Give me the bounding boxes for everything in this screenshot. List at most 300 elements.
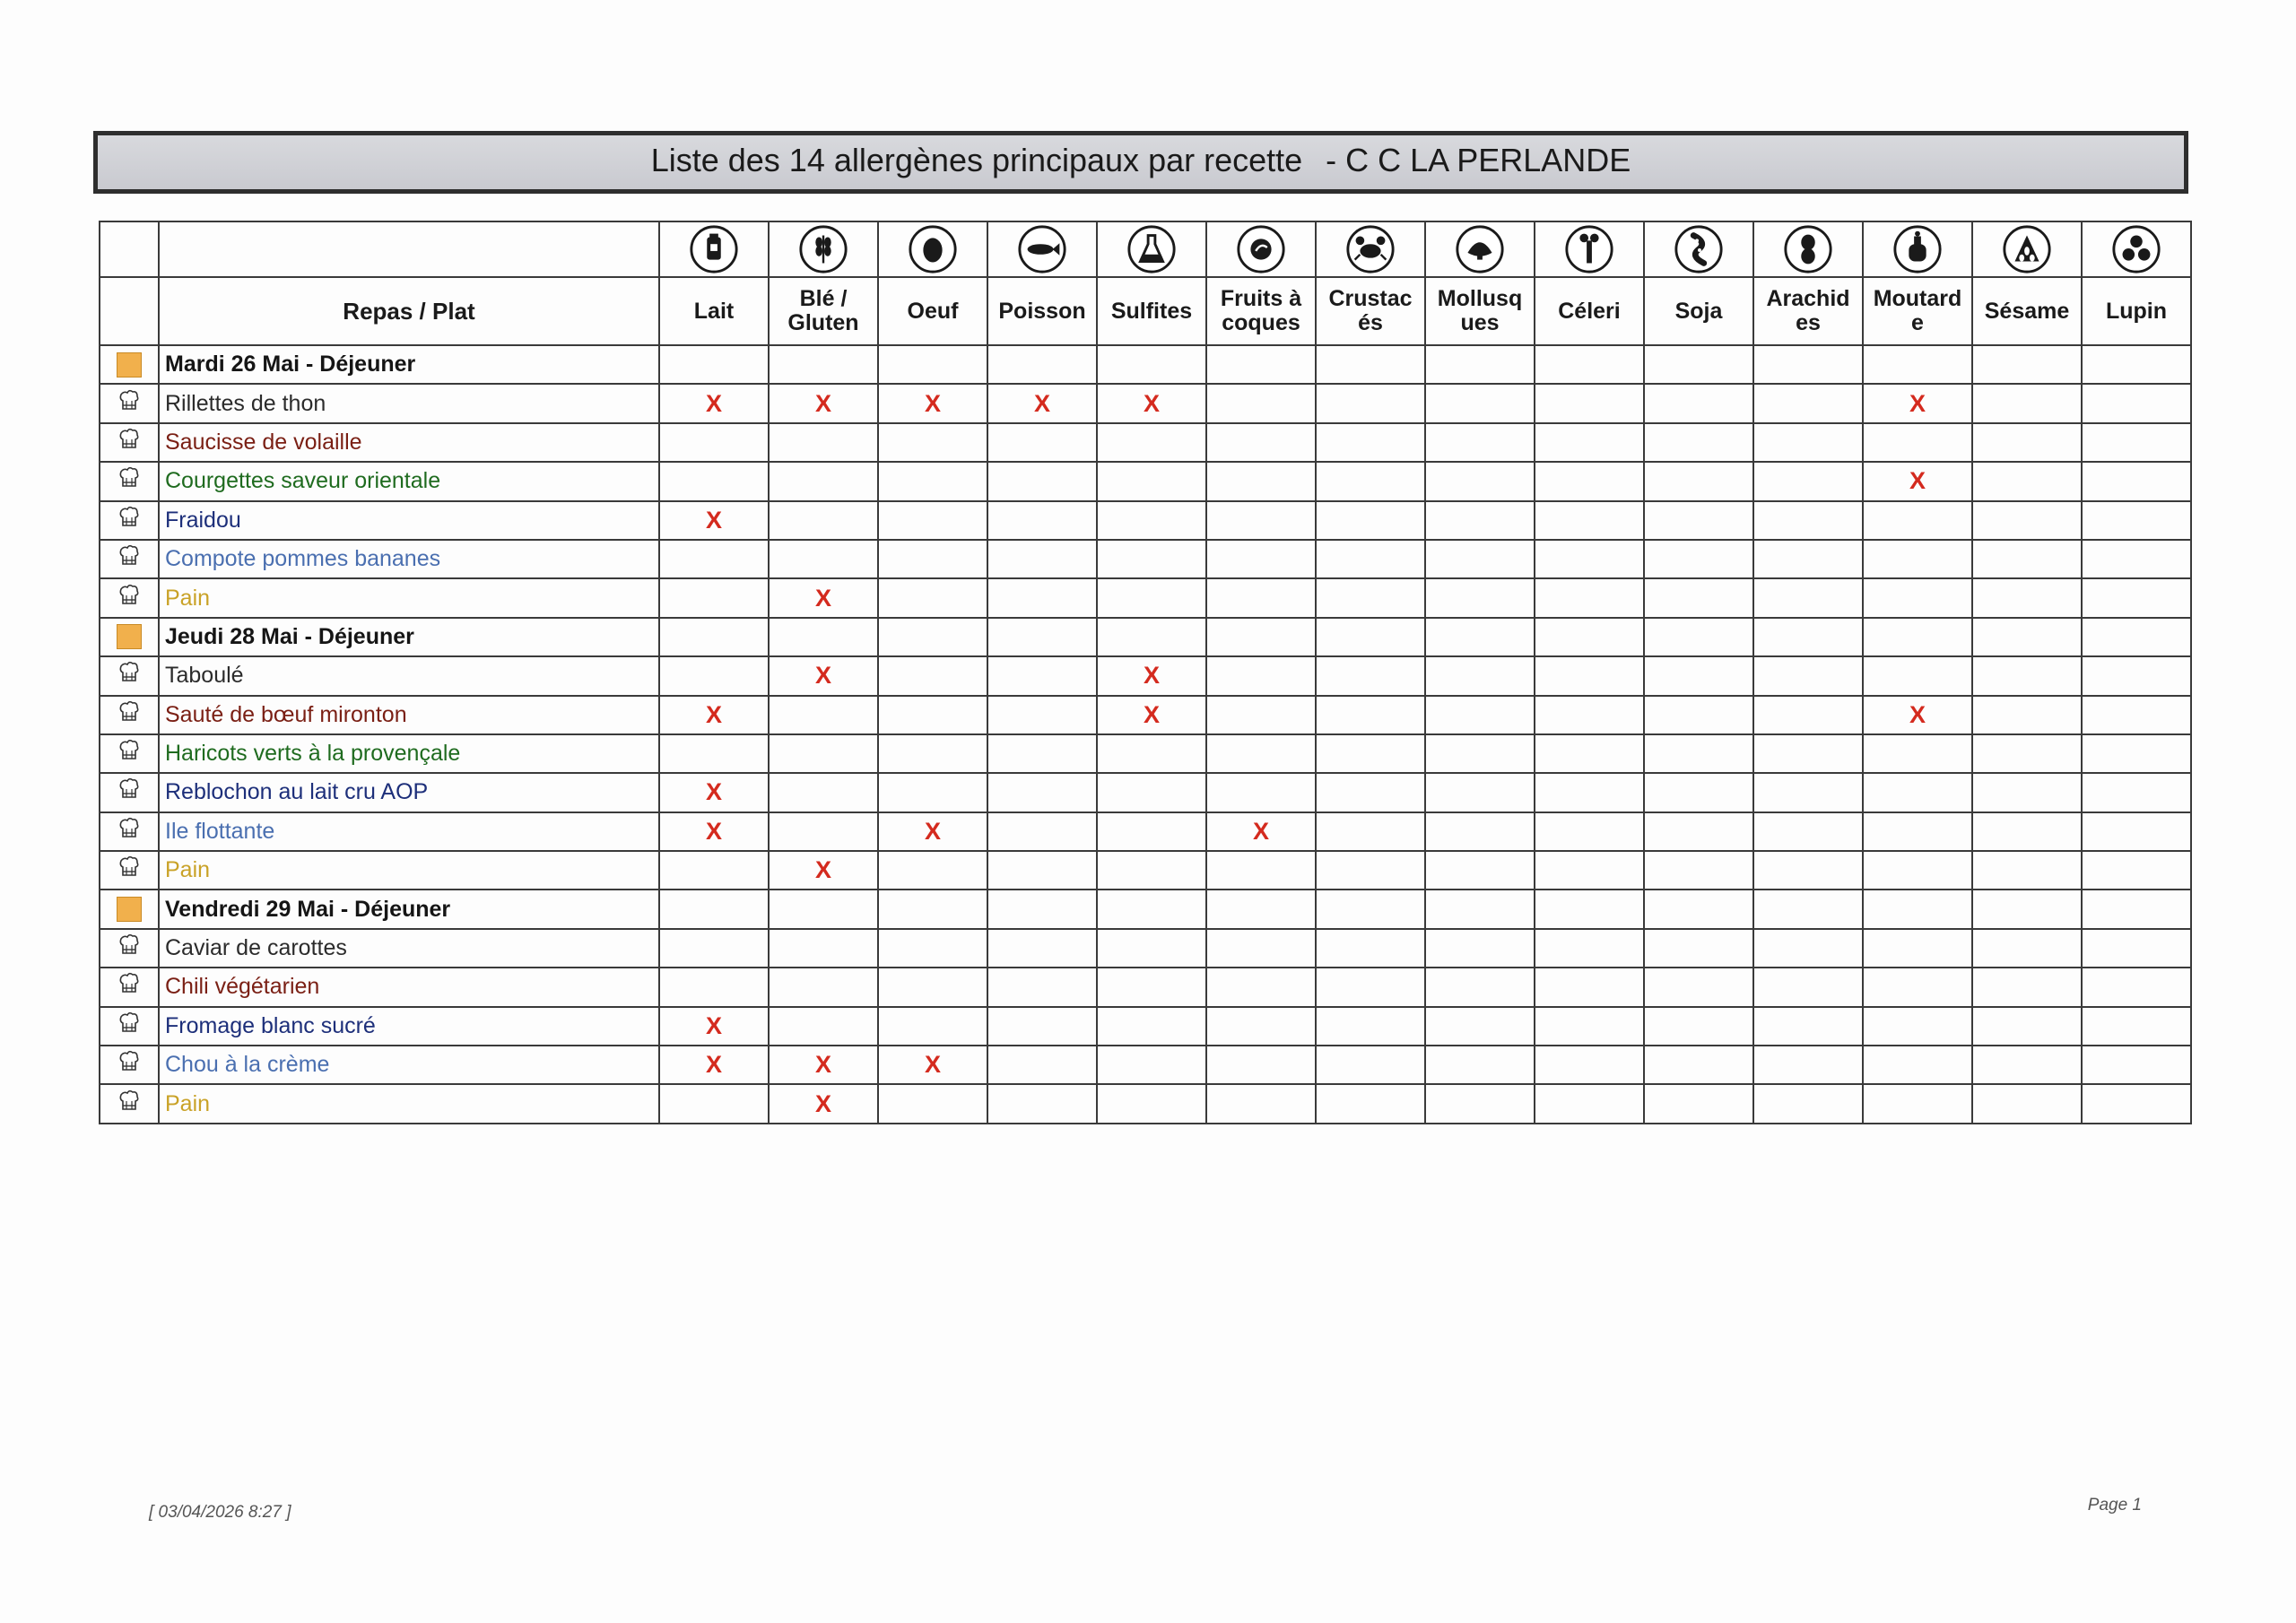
allergen-cell (878, 968, 987, 1006)
allergen-cell (1753, 696, 1863, 734)
allergen-cell (878, 890, 987, 928)
day-marker-icon (117, 897, 142, 922)
allergen-cell (1535, 890, 1644, 928)
allergen-mark: X (924, 1051, 941, 1079)
allergen-cell (1644, 540, 1753, 578)
allergen-cell (2082, 734, 2191, 773)
allergen-cell (1863, 578, 1972, 617)
allergen-cell (1863, 696, 1972, 734)
allergen-cell (659, 501, 769, 540)
allergen-mark: X (705, 1011, 722, 1039)
allergen-cell (659, 345, 769, 384)
wheat-icon (797, 223, 849, 275)
allergen-cell (1972, 929, 2082, 968)
allergen-cell (769, 384, 878, 422)
allergen-icon-cell (1753, 221, 1863, 277)
allergen-cell (1753, 578, 1863, 617)
allergen-cell (987, 540, 1097, 578)
allergen-cell (1535, 812, 1644, 851)
allergen-mark: X (1143, 700, 1160, 728)
allergen-cell (1644, 345, 1753, 384)
allergen-cell (1535, 578, 1644, 617)
dish-name: Chou à la crème (159, 1046, 659, 1084)
day-marker-icon (117, 352, 142, 378)
soy-icon (1673, 223, 1725, 275)
allergen-cell (2082, 462, 2191, 500)
allergen-cell (1535, 696, 1644, 734)
allergen-cell (1535, 384, 1644, 422)
allergen-cell (2082, 1046, 2191, 1084)
allergen-cell (987, 968, 1097, 1006)
allergen-cell (878, 462, 987, 500)
allergen-cell (878, 773, 987, 812)
allergen-cell (1316, 578, 1425, 617)
allergen-cell (1097, 540, 1206, 578)
allergen-cell (769, 578, 878, 617)
allergen-header-text: Blé / (799, 286, 848, 311)
allergen-mark: X (924, 389, 941, 417)
repas-plat-header: Repas / Plat (159, 277, 659, 345)
allergen-cell (1535, 773, 1644, 812)
allergen-cell (1425, 578, 1535, 617)
allergen-cell (659, 1007, 769, 1046)
allergen-cell (1863, 656, 1972, 695)
allergen-cell (1972, 462, 2082, 500)
allergen-cell (1753, 890, 1863, 928)
allergen-cell (1316, 384, 1425, 422)
allergen-cell (659, 423, 769, 462)
allergen-mark: X (814, 1089, 831, 1117)
allergen-header-text: es (1796, 310, 1821, 335)
allergen-cell (1316, 1046, 1425, 1084)
allergen-cell (1535, 851, 1644, 890)
egg-icon (907, 223, 959, 275)
allergen-header-text: Lupin (2105, 298, 2168, 324)
allergen-cell (1535, 423, 1644, 462)
allergen-cell (1644, 734, 1753, 773)
allergen-header-text: Crustac (1328, 286, 1413, 311)
allergen-cell (1425, 1007, 1535, 1046)
allergen-cell (1535, 968, 1644, 1006)
allergen-mark: X (1252, 817, 1269, 845)
allergen-cell (1206, 968, 1316, 1006)
allergen-cell (769, 423, 878, 462)
dish-row (100, 540, 2191, 578)
day-label: Jeudi 28 Mai - Déjeuner (159, 618, 659, 656)
chef-hat-icon (118, 441, 140, 456)
allergen-cell (987, 696, 1097, 734)
chef-hat-icon (118, 1025, 140, 1040)
allergen-cell (1863, 423, 1972, 462)
allergen-table (99, 221, 2192, 1124)
allergen-cell (1316, 423, 1425, 462)
allergen-cell (1535, 1084, 1644, 1123)
allergen-cell (1753, 734, 1863, 773)
allergen-icon-row (100, 221, 2191, 277)
dish-name: Reblochon au lait cru AOP (159, 773, 659, 812)
allergen-cell (878, 384, 987, 422)
allergen-cell (878, 618, 987, 656)
allergen-cell (769, 890, 878, 928)
allergen-cell (659, 384, 769, 422)
allergen-cell (1097, 1046, 1206, 1084)
allergen-cell (1863, 1084, 1972, 1123)
allergen-cell (1644, 1084, 1753, 1123)
allergen-icon-cell (769, 221, 878, 277)
allergen-cell (878, 540, 987, 578)
row-icon-cell (100, 851, 159, 890)
allergen-cell (878, 734, 987, 773)
allergen-cell (1097, 812, 1206, 851)
allergen-cell (1425, 423, 1535, 462)
allergen-cell (1316, 345, 1425, 384)
dish-name: Compote pommes bananes (159, 540, 659, 578)
allergen-cell (1425, 734, 1535, 773)
allergen-cell (659, 618, 769, 656)
row-icon-cell (100, 618, 159, 656)
allergen-cell (1206, 1084, 1316, 1123)
dish-name: Taboulé (159, 656, 659, 695)
allergen-cell (1097, 423, 1206, 462)
allergen-header (1097, 277, 1206, 345)
allergen-cell (1644, 773, 1753, 812)
allergen-cell (987, 812, 1097, 851)
allergen-cell (1316, 890, 1425, 928)
dish-row (100, 812, 2191, 851)
allergen-cell (1644, 929, 1753, 968)
allergen-cell (2082, 656, 2191, 695)
allergen-cell (987, 929, 1097, 968)
allergen-cell (1535, 618, 1644, 656)
allergen-cell (1863, 462, 1972, 500)
day-label: Mardi 26 Mai - Déjeuner (159, 345, 659, 384)
crab-icon (1344, 223, 1396, 275)
allergen-header-text: Mollusq (1437, 286, 1523, 311)
dish-name: Fromage blanc sucré (159, 1007, 659, 1046)
milk-bottle-icon (688, 223, 740, 275)
allergen-icon-cell (987, 221, 1097, 277)
allergen-mark: X (1909, 700, 1926, 728)
dish-name: Pain (159, 1084, 659, 1123)
allergen-mark: X (705, 506, 722, 534)
allergen-cell (878, 929, 987, 968)
allergen-icon-cell (878, 221, 987, 277)
row-icon-cell (100, 773, 159, 812)
allergen-cell (1206, 929, 1316, 968)
allergen-cell (1535, 462, 1644, 500)
allergen-cell (1753, 501, 1863, 540)
allergen-mark: X (814, 389, 831, 417)
allergen-mark: X (1909, 389, 1926, 417)
allergen-cell (1644, 578, 1753, 617)
allergen-cell (769, 656, 878, 695)
flask-icon (1126, 223, 1178, 275)
allergen-cell (659, 578, 769, 617)
allergen-cell (1097, 656, 1206, 695)
dish-row (100, 1007, 2191, 1046)
allergen-cell (1863, 540, 1972, 578)
allergen-cell (769, 968, 878, 1006)
dish-row (100, 1046, 2191, 1084)
allergen-cell (878, 1084, 987, 1123)
allergen-cell (1644, 1007, 1753, 1046)
chef-hat-icon (118, 985, 140, 1001)
allergen-cell (769, 618, 878, 656)
allergen-cell (1425, 618, 1535, 656)
allergen-cell (2082, 929, 2191, 968)
dish-row (100, 578, 2191, 617)
allergen-mark: X (1909, 467, 1926, 495)
allergen-cell (2082, 578, 2191, 617)
allergen-cell (878, 345, 987, 384)
allergen-cell (1972, 968, 2082, 1006)
row-icon-cell (100, 929, 159, 968)
allergen-cell (878, 423, 987, 462)
allergen-cell (1644, 851, 1753, 890)
allergen-cell (2082, 1007, 2191, 1046)
allergen-cell (1425, 501, 1535, 540)
allergen-cell (2082, 851, 2191, 890)
allergen-cell (987, 734, 1097, 773)
day-header-row (100, 890, 2191, 928)
day-header-row (100, 345, 2191, 384)
allergen-cell (769, 1084, 878, 1123)
allergen-cell (1972, 1084, 2082, 1123)
allergen-cell (1206, 384, 1316, 422)
allergen-mark: X (705, 389, 722, 417)
allergen-cell (1753, 345, 1863, 384)
allergen-mark: X (705, 778, 722, 806)
allergen-cell (1206, 696, 1316, 734)
allergen-cell (1425, 929, 1535, 968)
allergen-cell (659, 540, 769, 578)
allergen-cell (659, 1084, 769, 1123)
allergen-cell (1425, 540, 1535, 578)
allergen-cell (1097, 1007, 1206, 1046)
allergen-mark: X (1143, 662, 1160, 690)
row-icon-cell (100, 1084, 159, 1123)
allergen-cell (659, 773, 769, 812)
allergen-cell (878, 812, 987, 851)
allergen-icon-cell (1425, 221, 1535, 277)
allergen-cell (987, 384, 1097, 422)
dish-row (100, 656, 2191, 695)
allergen-cell (1753, 1084, 1863, 1123)
allergen-header-text: Gluten (787, 310, 859, 335)
dish-name: Pain (159, 851, 659, 890)
row-icon-cell (100, 734, 159, 773)
allergen-cell (1863, 890, 1972, 928)
allergen-cell (878, 656, 987, 695)
row-icon-cell (100, 384, 159, 422)
allergen-cell (1316, 618, 1425, 656)
allergen-cell (1644, 890, 1753, 928)
allergen-cell (1097, 696, 1206, 734)
allergen-header (987, 277, 1097, 345)
row-icon-cell (100, 501, 159, 540)
allergen-header-text: Sulfites (1110, 298, 1193, 324)
allergen-cell (1863, 851, 1972, 890)
allergen-cell (1097, 968, 1206, 1006)
allergen-header-text: Fruits à (1220, 286, 1302, 311)
allergen-mark: X (814, 856, 831, 884)
dish-name: Saucisse de volaille (159, 423, 659, 462)
allergen-cell (1535, 656, 1644, 695)
allergen-cell (1644, 696, 1753, 734)
allergen-cell (878, 851, 987, 890)
chef-hat-icon (118, 674, 140, 690)
fish-icon (1016, 223, 1068, 275)
allergen-cell (659, 929, 769, 968)
allergen-cell (1425, 462, 1535, 500)
allergen-cell (769, 1046, 878, 1084)
allergen-cell (2082, 773, 2191, 812)
day-marker-icon (117, 624, 142, 649)
allergen-cell (1316, 462, 1425, 500)
allergen-cell (769, 462, 878, 500)
allergen-cell (1206, 345, 1316, 384)
allergen-cell (1753, 812, 1863, 851)
allergen-header (1206, 277, 1316, 345)
allergen-mark: X (1033, 389, 1050, 417)
allergen-mark: X (814, 662, 831, 690)
allergen-cell (1863, 345, 1972, 384)
allergen-icon-cell (1097, 221, 1206, 277)
allergen-cell (1425, 696, 1535, 734)
allergen-cell (987, 462, 1097, 500)
allergen-cell (1097, 773, 1206, 812)
allergen-cell (1206, 1007, 1316, 1046)
allergen-icon-cell (1644, 221, 1753, 277)
allergen-cell (2082, 345, 2191, 384)
allergen-cell (2082, 696, 2191, 734)
allergen-cell (987, 423, 1097, 462)
allergen-header (1753, 277, 1863, 345)
print-timestamp: [ 03/04/2026 8:27 ] (149, 1503, 291, 1522)
allergen-cell (987, 501, 1097, 540)
allergen-cell (1316, 656, 1425, 695)
allergen-cell (2082, 540, 2191, 578)
row-icon-cell (100, 656, 159, 695)
allergen-cell (2082, 1084, 2191, 1123)
allergen-cell (1863, 1007, 1972, 1046)
chef-hat-icon (118, 597, 140, 612)
chef-hat-icon (118, 519, 140, 534)
allergen-cell (2082, 618, 2191, 656)
row-icon-cell (100, 968, 159, 1006)
allergen-icon-cell (1972, 221, 2082, 277)
allergen-header (659, 277, 769, 345)
allergen-cell (1753, 1046, 1863, 1084)
allergen-cell (1206, 656, 1316, 695)
row-icon-cell (100, 578, 159, 617)
allergen-mark: X (814, 584, 831, 612)
sesame-icon (2001, 223, 2053, 275)
chef-hat-icon (118, 869, 140, 884)
chef-hat-icon (118, 558, 140, 573)
allergen-cell (1972, 345, 2082, 384)
allergen-cell (878, 1007, 987, 1046)
dish-name: Haricots verts à la provençale (159, 734, 659, 773)
allergen-cell (1097, 890, 1206, 928)
allergen-header-text: Soja (1674, 298, 1723, 324)
corner-cell (100, 221, 159, 277)
allergen-cell (1535, 501, 1644, 540)
allergen-cell (1972, 1007, 2082, 1046)
allergen-cell (1863, 618, 1972, 656)
allergen-cell (1316, 501, 1425, 540)
allergen-cell (987, 1007, 1097, 1046)
allergen-cell (987, 656, 1097, 695)
allergen-cell (2082, 968, 2191, 1006)
allergen-cell (769, 851, 878, 890)
allergen-header (1425, 277, 1535, 345)
allergen-cell (1097, 501, 1206, 540)
celery-icon (1563, 223, 1615, 275)
allergen-cell (659, 968, 769, 1006)
allergen-mark: X (1143, 389, 1160, 417)
allergen-mark: X (705, 700, 722, 728)
allergen-cell (1206, 734, 1316, 773)
allergen-icon-cell (659, 221, 769, 277)
chef-hat-icon (118, 752, 140, 768)
allergen-cell (1863, 929, 1972, 968)
allergen-cell (1316, 540, 1425, 578)
allergen-cell (987, 618, 1097, 656)
dish-row (100, 773, 2191, 812)
allergen-cell (1753, 618, 1863, 656)
allergen-cell (1972, 1046, 2082, 1084)
dish-row (100, 384, 2191, 422)
allergen-mark: X (705, 817, 722, 845)
peanut-icon (1782, 223, 1834, 275)
allergen-cell (987, 851, 1097, 890)
dish-name: Caviar de carottes (159, 929, 659, 968)
allergen-cell (1097, 1084, 1206, 1123)
allergen-cell (1316, 851, 1425, 890)
dish-row (100, 851, 2191, 890)
allergen-cell (1863, 968, 1972, 1006)
dish-name: Chili végétarien (159, 968, 659, 1006)
allergen-cell (659, 734, 769, 773)
allergen-cell (1097, 462, 1206, 500)
allergen-cell (987, 578, 1097, 617)
allergen-cell (1097, 384, 1206, 422)
allergen-cell (1753, 929, 1863, 968)
allergen-cell (659, 696, 769, 734)
allergen-cell (1206, 578, 1316, 617)
allergen-cell (769, 501, 878, 540)
allergen-cell (1316, 1084, 1425, 1123)
allergen-cell (1863, 734, 1972, 773)
chef-hat-icon (118, 947, 140, 962)
allergen-cell (2082, 501, 2191, 540)
allergen-header-text: Arachid (1766, 286, 1850, 311)
allergen-header-text: coques (1222, 310, 1300, 335)
allergen-cell (1972, 696, 2082, 734)
allergen-cell (987, 773, 1097, 812)
allergen-cell (1535, 734, 1644, 773)
allergen-header-text: Oeuf (907, 298, 959, 324)
dish-name: Fraidou (159, 501, 659, 540)
row-icon-cell (100, 812, 159, 851)
allergen-header-text: Sésame (1984, 298, 2070, 324)
allergen-cell (1753, 1007, 1863, 1046)
allergen-cell (1972, 618, 2082, 656)
allergen-cell (2082, 423, 2191, 462)
allergen-cell (1316, 696, 1425, 734)
allergen-cell (1535, 1007, 1644, 1046)
